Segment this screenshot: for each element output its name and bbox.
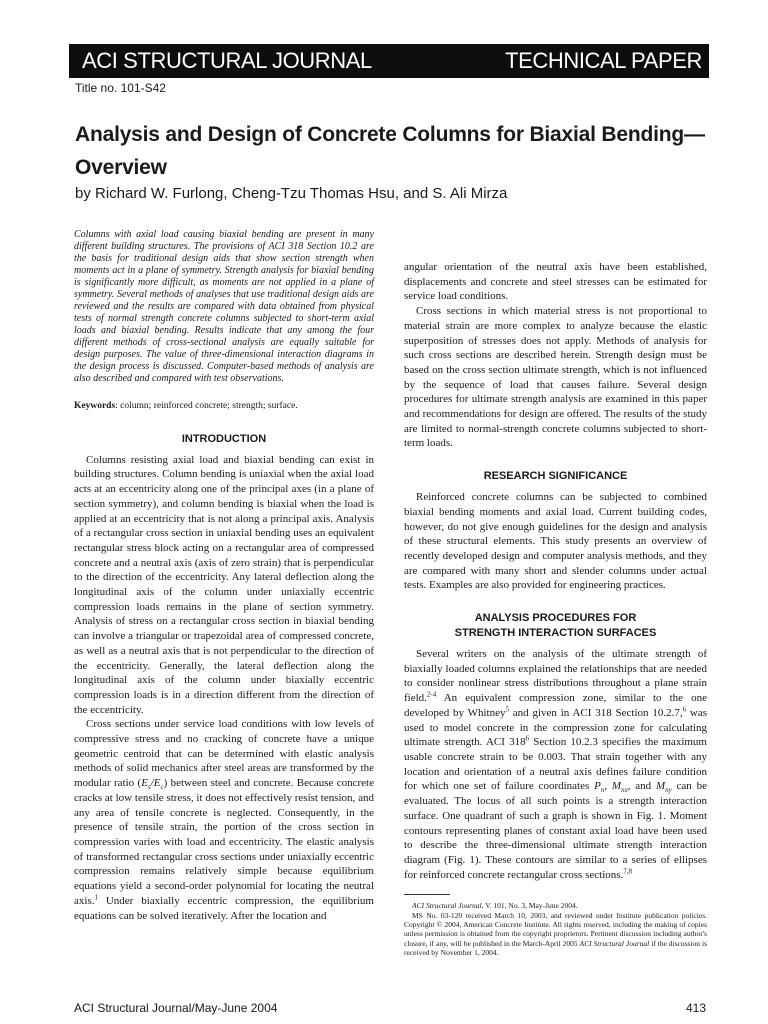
title-number: Title no. 101-S42 <box>75 81 166 95</box>
analysis-text-f: can be evaluated. The locus of all such points is a strength interaction surface. One quadrant of such a graph is shown in Fig. 1. Moment contours representing planes of constant axial load have been used to describe the three-dimensional ultimate strength interaction diagram (Fig. 1). These contours are similar to a series of ellipses for reinforced concrete rectangular cross sections. <box>404 780 707 881</box>
ratio-es-sub: s <box>147 783 151 792</box>
symbol-mny: M <box>655 780 666 793</box>
footer-journal-issue: ACI Structural Journal/May-June 2004 <box>74 1001 278 1015</box>
analysis-paragraph <box>404 647 707 882</box>
intro-p2-text-a: Cross sections under service load conditions with low levels of compressive stress and no cracking of concrete have a unique geometric centroid that can be determined with elastic analysis methods of solid mechanics after steel areas are transformed by the modular ratio ( <box>74 718 374 790</box>
reference-marker: 2-4 <box>426 690 437 699</box>
symbol-mnx: M <box>611 780 622 793</box>
research-significance-heading: RESEARCH SIGNIFICANCE <box>483 470 628 483</box>
footnote-issue: , V. 101, No. 3, May-June 2004. <box>481 901 578 911</box>
modular-ratio <box>141 777 164 792</box>
analysis-heading-line-1: ANALYSIS PROCEDURES FOR <box>474 612 637 625</box>
reference-marker: 6 <box>682 705 687 714</box>
keywords-label: Keywords <box>74 401 116 411</box>
keywords <box>74 399 374 414</box>
symbol-mnx-sub: nx <box>621 786 628 795</box>
analysis-text-d: was used to model concrete in the compression zone for calculating ultimate strength. ACI 318 <box>404 706 708 749</box>
symbol-mny-sub: ny <box>665 786 672 795</box>
cross-section-paragraph: Cross sections in which material stress is not proportional to material strain are more complex to analyze because the elastic superposition of stresses does not apply. Methods of analysis for such cross sections are described herein. Strength design must be based on the cross section ultimate strength, which is not influenced by the sequence of load that causes failure. Several design procedures for ultimate strength analysis are examined in this paper and recommendations for design are offered. The results of the study are limited to normal-strength concrete columns subjected to short-term loads. <box>404 305 707 450</box>
page-number: 413 <box>685 1001 706 1015</box>
keywords-text: : column; reinforced concrete; strength; surface. <box>115 401 298 411</box>
ratio-slash: / <box>150 777 154 790</box>
analysis-text-e: Section 10.2.3 specifies the maximum usable concrete strain to be 0.003. That strain together with any location and orientation of a neutral axis defines failure condition for which one set of failure coordinates <box>404 736 707 793</box>
footnote-journal: ACI Structural Journal <box>412 901 482 911</box>
footnote-line-2 <box>404 911 707 957</box>
footnote-journal: ACI Structural Journal <box>579 938 650 948</box>
left-column <box>74 229 374 923</box>
analysis-procedures-heading <box>404 611 707 641</box>
author-line: by Richard W. Furlong, Cheng-Tzu Thomas Hsu, and S. Ali Mirza <box>75 185 508 202</box>
reference-marker: 5 <box>505 705 509 714</box>
separator: , and <box>627 780 656 793</box>
reference-marker: 1 <box>94 893 98 902</box>
analysis-text-a: Several writers on the analysis of the ultimate strength of biaxially loaded columns explained the relationships that are needed to consider nonlinear stress distributions throughout a plane strain field. <box>404 648 707 705</box>
ratio-ec: E <box>153 777 161 790</box>
footnote-deadline: if the discussion is received by November 1, 2004. <box>404 938 707 957</box>
reference-marker: 7,8 <box>623 866 633 875</box>
reference-marker: 6 <box>525 734 530 743</box>
introduction-paragraph-1: Columns resisting axial load and biaxial bending can exist in building structures. Column bending is uniaxial when the axial load acts at an eccentricity along one of the principal axes (in a plane of section symmetry), and column bending is biaxial when the load is applied at an eccentricity that is not along a principal axis. Analysis of a rectangular cross section in uniaxial bending uses an equivalent rectangular stress block acting on a rectangular area of compressed concrete and a neutral axis (axis of zero strain) that is perpendicular to the direction of the eccentricity. Any lateral deflection along the longitudinal axis of the column under uniaxially eccentric compression loads remains in the plane of section symmetry. Analysis of stress on a rectangular cross section in biaxial bending can involve a triangular or trapezoidal area of compressed concrete, as well as a neutral axis that is not perpendicular to the direction of the eccentricity. Generally, the lateral deflection along the longitudinal axis of the column under biaxially eccentric compression loads is in a direction different from the direction of the eccentricity. <box>74 453 374 716</box>
analysis-text-b: An equivalent compression zone, similar to the one developed by Whitney <box>404 692 707 719</box>
symbol-pn-sub: n <box>600 786 605 795</box>
continued-paragraph: angular orientation of the neutral axis have been established, displacements and concrete and steel stresses can be estimated for service load conditions. <box>404 261 707 303</box>
right-column <box>404 260 707 957</box>
ratio-ec-sub: c <box>160 783 164 792</box>
research-significance-paragraph: Reinforced concrete columns can be subjected to combined biaxial bending moments and axial load. Current building codes, however, do not give enough guidelines for the design and analysis of these structural elements. This study presents an overview of recently developed design and computer analysis methods, and they are compared with many short and slender columns under actual tests. Examples are also provided for engineering practices. <box>404 491 707 592</box>
footnote-copyright: MS No. 03-120 received March 10, 2003, and reviewed under Institute publication policies. Copyright © 2004, American Concrete Institute. All rights reserved, including the making of copies unless permission is obtained from the copyright proprietors. Pertinent discussion including author's closure, if any, will be published in the March-April 2005 <box>404 910 707 948</box>
journal-name: ACI STRUCTURAL JOURNAL <box>82 48 372 73</box>
separator: , <box>604 780 612 793</box>
footnote <box>404 901 707 957</box>
analysis-heading-line-2: STRENGTH INTERACTION SURFACES <box>454 627 657 640</box>
abstract: Columns with axial load causing biaxial bending are present in many different building structures. The provisions of ACI 318 Section 10.2 are the basis for traditional design aids that show section strength when moments act in a plane of symmetry. Strength analysis for biaxial bending is significantly more difficult, as moments are not applied in a plane of symmetry. Several methods of analyses that use traditional design aids are reviewed and the results are compared with data obtained from physical tests of normal strength concrete columns subjected to short-term axial loads and biaxial bending. Results indicate that any among the four different methods of cross-sectional analysis are equally suitable for design purposes. The value of three-dimensional interaction diagrams in the design process is discussed. Computer-based methods of analysis are also described and compared with test observations. <box>74 229 374 384</box>
introduction-paragraph-2 <box>74 717 374 923</box>
introduction-heading: INTRODUCTION <box>181 432 267 445</box>
paper-type: TECHNICAL PAPER <box>505 48 702 73</box>
footnote-line-1 <box>404 901 707 910</box>
symbol-pn: P <box>594 780 601 793</box>
footnote-divider <box>404 894 450 895</box>
intro-p2-text-b: ) between steel and concrete. Because concrete cracks at low tensile stress, it does not effectively resist tension, and any area of tensile concrete is neglected. Consequently, in the presence of tensile strain, the portion of the cross section in compression varies with load and eccentricity. The elastic analysis of transformed rectangular cross sections under uniaxially eccentric compression remains relatively simple because equilibrium equations yield a second-order polynomial for locating the neutral axis. <box>74 777 374 907</box>
intro-p2-text-c: Under biaxially eccentric compression, the equilibrium equations can be solved iteratively. After the location and <box>74 894 374 922</box>
paper-title: Analysis and Design of Concrete Columns for Biaxial Bending—Overview <box>75 123 705 179</box>
ratio-es: E <box>141 777 148 790</box>
analysis-text-c: and given in ACI 318 Section 10.2.7, <box>509 706 683 719</box>
